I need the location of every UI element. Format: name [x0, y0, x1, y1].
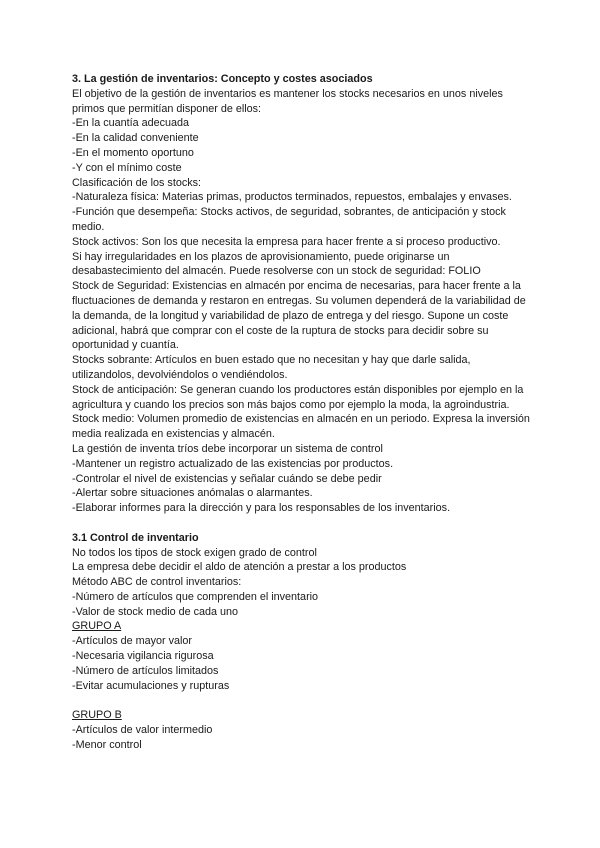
intro-line: No todos los tipos de stock exigen grado de control	[72, 546, 317, 559]
list-item: -Controlar el nivel de existencias y señalar cuándo se debe pedir	[72, 472, 382, 485]
list-item: -Mantener un registro actualizado de las existencias por productos.	[72, 457, 394, 470]
grupo-b-label: GRUPO B	[72, 709, 122, 722]
spacer	[72, 693, 532, 708]
paragraph-stock-sobrante: Stocks sobrante: Artículos en buen estado que no necesitan y hay que darle salida, utilizandolos, devolviéndolos o vendiéndolos.	[72, 354, 471, 381]
paragraph-stock-activos: Stock activos: Son los que necesita la empresa para hacer frente a si proceso productivo.	[72, 235, 501, 248]
list-item: -Alertar sobre situaciones anómalas o alarmantes.	[72, 487, 313, 500]
paragraph-irregularidades: Si hay irregularidades en los plazos de aprovisionamiento, puede originarse un desabastecimiento del almacén. Puede resolverse con un stock de seguridad: FOLIO	[72, 250, 481, 278]
list-item: -Elaborar informes para la dirección y para los responsables de los inventarios.	[72, 502, 451, 515]
list-item: -Función que desempeña: Stocks activos, de seguridad, sobrantes, de anticipación y stock medio.	[72, 206, 506, 233]
spacer	[72, 516, 532, 531]
list-item: -En la cuantía adecuada	[72, 117, 190, 130]
list-item: -Naturaleza física: Materias primas, productos terminados, repuestos, embalajes y envases.	[72, 191, 512, 204]
intro-line: La empresa debe decidir el aldo de atención a prestar a los productos	[72, 561, 407, 574]
list-item: -Artículos de mayor valor	[72, 635, 193, 648]
list-item: -Y con el mínimo coste	[72, 161, 182, 174]
list-item: -Número de artículos limitados	[72, 664, 219, 677]
list-item: -En el momento oportuno	[72, 146, 194, 159]
list-item: -Artículos de valor intermedio	[72, 724, 213, 737]
list-item: -En la calidad conveniente	[72, 132, 199, 145]
list-item: -Evitar acumulaciones y rupturas	[72, 679, 230, 692]
paragraph-classification: Clasificación de los stocks:	[72, 176, 202, 189]
paragraph-stock-seguridad: Stock de Seguridad: Existencias en almacén por encima de necesarias, para hacer frente a la fluctuaciones de demanda y restaron en entregas. Su volumen dependerá de la variabilidad de la demanda, de la longitud y variabilidad de plazo de entrega y del riesgo. Supone un coste adicional, habrá que comprar con el coste de la ruptura de stocks para decidir sobre su oportunidad y cuantía.	[72, 280, 526, 352]
paragraph-control-system: La gestión de inventa tríos debe incorporar un sistema de control	[72, 442, 383, 455]
list-item: -Necesaria vigilancia rigurosa	[72, 650, 214, 663]
grupo-a-label: GRUPO A	[72, 620, 122, 633]
paragraph-objective: El objetivo de la gestión de inventarios es mantener los stocks necesarios en unos niveles primos que permitían disponer de ellos:	[72, 87, 503, 115]
list-item: -Valor de stock medio de cada uno	[72, 605, 239, 618]
list-item: -Menor control	[72, 738, 142, 751]
paragraph-stock-medio: Stock medio: Volumen promedio de existencias en almacén en un periodo. Expresa la inversión media realizada en existencias y almacén.	[72, 413, 530, 441]
list-item: -Número de artículos que comprenden el inventario	[72, 590, 319, 603]
document-page	[72, 72, 532, 753]
paragraph-stock-anticipacion: Stock de anticipación: Se generan cuando los productores están disponibles por ejemplo en la agricultura y cuando los precios son más bajos como por ejemplo la moda, la agroindustria.	[72, 383, 524, 411]
intro-line: Método ABC de control inventarios:	[72, 576, 242, 589]
section-3-heading: 3. La gestión de inventarios: Concepto y costes asociados	[72, 73, 373, 85]
section-3-1-heading: 3.1 Control de inventario	[72, 531, 199, 544]
